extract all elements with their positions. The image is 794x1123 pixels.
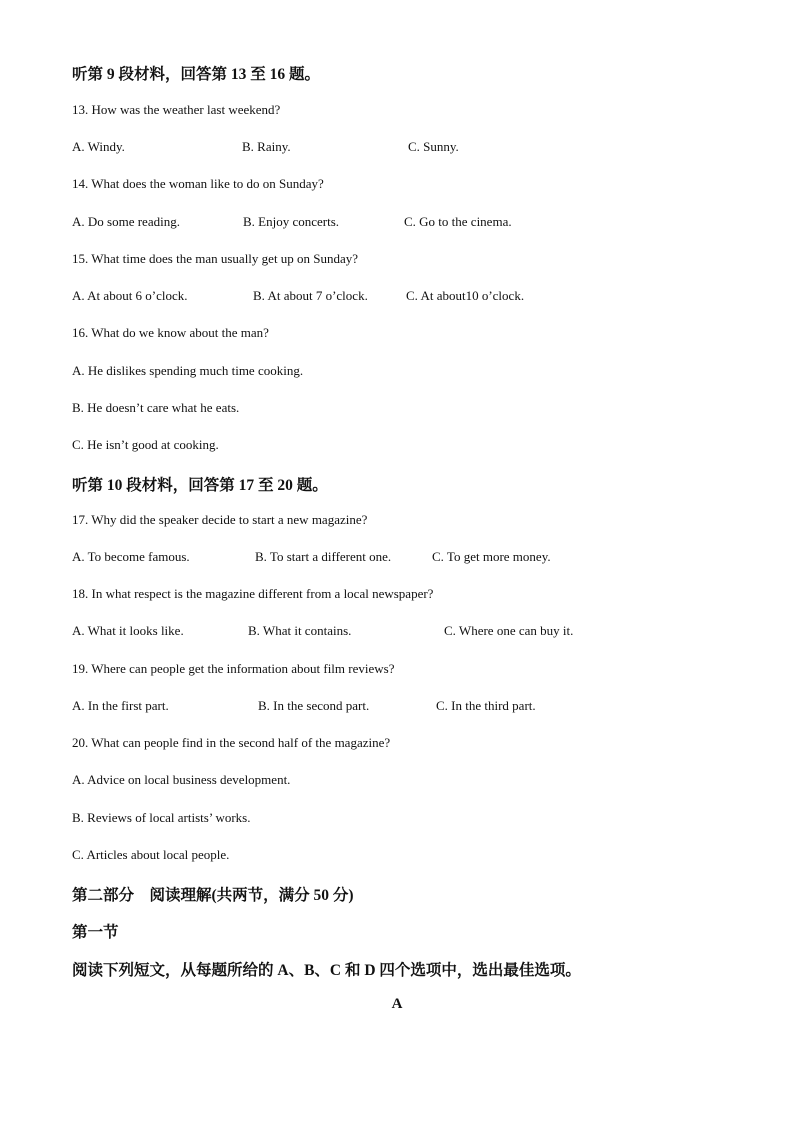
section-1-heading: 第一节	[72, 924, 119, 941]
question-16-option-b: B. He doesn’t care what he eats.	[72, 400, 240, 415]
question-20-option-c: C. Articles about local people.	[72, 847, 230, 862]
question-15-stem: 15. What time does the man usually get up on Sunday?	[72, 251, 359, 266]
question-19-option-b: B. In the second part.	[258, 698, 370, 713]
question-17-option-c: C. To get more money.	[432, 549, 551, 564]
question-18-option-c: C. Where one can buy it.	[444, 623, 574, 638]
section-10-heading: 听第 10 段材料，回答第 17 至 20 题。	[72, 477, 328, 494]
part-2-heading: 第二部分 阅读理解(共两节，满分 50 分)	[72, 887, 354, 904]
question-14-stem: 14. What does the woman like to do on Sunday?	[72, 176, 324, 191]
question-16-option-a: A. He dislikes spending much time cooking.	[72, 363, 304, 378]
question-19-option-c: C. In the third part.	[436, 698, 536, 713]
question-14-option-a: A. Do some reading.	[72, 214, 180, 229]
question-13-option-c: C. Sunny.	[408, 139, 459, 154]
question-18-stem: 18. In what respect is the magazine different from a local newspaper?	[72, 586, 434, 601]
question-18-option-a: A. What it looks like.	[72, 623, 184, 638]
question-19-stem: 19. Where can people get the information about film reviews?	[72, 661, 395, 676]
question-17-option-b: B. To start a different one.	[255, 549, 392, 564]
question-13-option-b: B. Rainy.	[242, 139, 291, 154]
question-13-option-a: A. Windy.	[72, 139, 125, 154]
question-16-option-c: C. He isn’t good at cooking.	[72, 437, 219, 452]
question-15-option-a: A. At about 6 o’clock.	[72, 288, 188, 303]
question-13-stem: 13. How was the weather last weekend?	[72, 102, 281, 117]
question-16-stem: 16. What do we know about the man?	[72, 325, 269, 340]
question-20-option-a: A. Advice on local business development.	[72, 772, 291, 787]
instruction-text: 阅读下列短文，从每题所给的 A、B、C 和 D 四个选项中，选出最佳选项。	[72, 962, 581, 979]
question-17-stem: 17. Why did the speaker decide to start a new magazine?	[72, 512, 368, 527]
question-15-option-b: B. At about 7 o’clock.	[253, 288, 368, 303]
question-14-option-c: C. Go to the cinema.	[404, 214, 512, 229]
question-20-stem: 20. What can people find in the second half of the magazine?	[72, 735, 391, 750]
section-9-heading: 听第 9 段材料，回答第 13 至 16 题。	[72, 66, 321, 83]
question-20-option-b: B. Reviews of local artists’ works.	[72, 810, 251, 825]
question-18-option-b: B. What it contains.	[248, 623, 352, 638]
question-19-option-a: A. In the first part.	[72, 698, 169, 713]
passage-label: A	[391, 996, 403, 1012]
question-17-option-a: A. To become famous.	[72, 549, 190, 564]
question-15-option-c: C. At about10 o’clock.	[406, 288, 525, 303]
question-14-option-b: B. Enjoy concerts.	[243, 214, 340, 229]
